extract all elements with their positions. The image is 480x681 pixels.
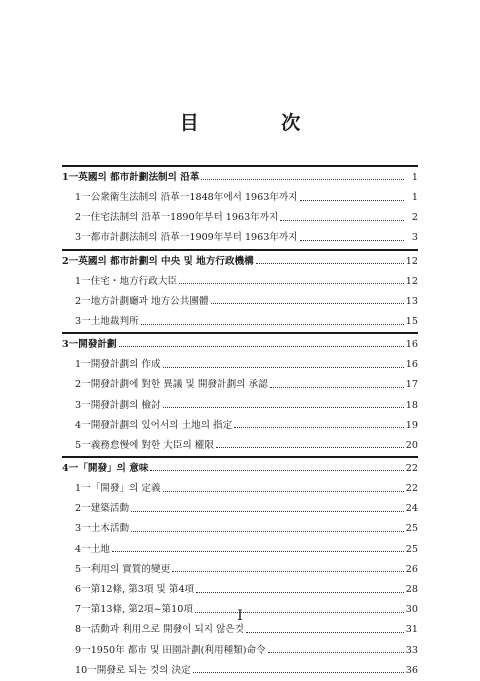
dot-leader: [141, 324, 404, 325]
toc-section-label: 1一英國의 都市計劃法制의 沿革: [62, 172, 200, 183]
dot-leader: [131, 511, 404, 512]
dot-leader: [280, 220, 404, 221]
toc-page-number: 30: [405, 604, 418, 616]
dot-leader: [193, 672, 404, 673]
toc-page-number: 22: [405, 463, 418, 475]
toc-page-number: 13: [405, 295, 418, 307]
dot-leader: [163, 491, 404, 492]
toc-entry-label: 5一義務怠慢에 對한 大臣의 權限: [75, 439, 214, 451]
dot-leader: [201, 179, 404, 180]
dot-leader: [172, 571, 404, 572]
dot-leader: [179, 283, 404, 284]
toc-entry-label: 4一開發計劃의 있어서의 土地의 指定: [75, 419, 233, 431]
dot-leader: [196, 592, 404, 593]
toc-entry-label: 4一土地: [75, 543, 110, 555]
toc-entry[interactable]: [62, 188, 418, 208]
toc-page-number: 19: [405, 419, 418, 431]
dot-leader: [268, 652, 404, 653]
toc-page-number: 26: [405, 563, 418, 575]
toc-entry-label: 5一利用의 實質的變更: [75, 563, 171, 575]
toc-entry-label: 3一都市計劃法制의 沿革一1909年부터 1963年까지: [75, 232, 298, 244]
dot-leader: [163, 367, 404, 368]
toc-section-label: 4一「開發」의 意味: [62, 463, 149, 475]
toc-entry[interactable]: [62, 355, 418, 375]
toc-entry[interactable]: [62, 560, 418, 580]
toc-page-number: 1: [411, 172, 418, 183]
toc-entry-label: 2一開發計劃에 對한 異議 및 開發計劃의 承認: [75, 379, 268, 391]
toc-entry-label: 7一第13條, 第2項~第10項: [75, 604, 193, 616]
toc-entry-label: 8一活動과 利用으로 開發이 되지 않은것: [75, 624, 244, 636]
toc-entry-label: 6一第12條, 第3項 및 第4項: [75, 584, 195, 595]
dot-leader: [300, 240, 405, 241]
toc-page-number: 2: [411, 212, 418, 224]
toc-section-3[interactable]: [62, 334, 418, 355]
toc-section-2[interactable]: [62, 251, 418, 272]
dot-leader: [246, 632, 404, 633]
toc-page-number: 31: [405, 624, 418, 636]
page-title: 目 次: [179, 112, 339, 134]
toc-page-number: 33: [405, 644, 418, 656]
toc-page-number: 25: [405, 543, 418, 555]
toc-entry[interactable]: [62, 499, 418, 519]
toc-entry-label: 10一開發로 되는 것의 決定: [75, 664, 191, 676]
toc-entry[interactable]: [62, 292, 418, 312]
toc-entry-label: 9一1950年 都市 및 田園計劃(利用種類)命令: [75, 644, 266, 656]
toc-entry[interactable]: [62, 272, 418, 292]
toc-entry[interactable]: [62, 661, 418, 681]
toc-page-number: 25: [405, 523, 418, 535]
dot-leader: [300, 200, 405, 201]
toc-entry[interactable]: [62, 580, 418, 600]
toc-page-number: 20: [405, 439, 418, 451]
dot-leader: [119, 346, 404, 347]
dot-leader: [112, 551, 404, 552]
toc-entry[interactable]: [62, 479, 418, 499]
toc-page-number: 36: [405, 664, 418, 676]
toc-entry[interactable]: [62, 396, 418, 416]
toc-entry-label: 2一建築活動: [75, 503, 130, 515]
toc-entry[interactable]: [62, 641, 418, 661]
toc-entry[interactable]: [62, 416, 418, 436]
dot-leader: [216, 447, 404, 448]
toc-section-label: 3一開發計劃: [62, 339, 117, 351]
toc-entry[interactable]: [62, 228, 418, 248]
toc-entry-label: 3一土木活動: [75, 523, 130, 535]
toc-entry-label: 2一地方計劃廳과 地方公共團體: [75, 295, 209, 307]
toc-entry-label: 3一土地裁判所: [75, 315, 139, 327]
toc-page-number: 22: [405, 483, 418, 495]
toc-page-number: 3: [411, 232, 418, 244]
toc-page-number: 1: [411, 192, 418, 203]
toc-section-4[interactable]: [62, 458, 418, 479]
toc-page-number: 18: [405, 399, 418, 411]
toc-entry[interactable]: [62, 540, 418, 560]
toc-entry-label: 1一住宅・地方行政大臣: [75, 275, 178, 287]
toc-page-number: 15: [405, 315, 418, 327]
dot-leader: [150, 470, 403, 471]
table-of-contents: [62, 165, 418, 681]
toc-entry-label: 3一開發計劃의 檢討: [75, 399, 161, 411]
toc-page-number: 16: [405, 339, 418, 351]
toc-page-number: 12: [405, 275, 418, 287]
dot-leader: [270, 387, 404, 388]
dot-leader: [211, 303, 404, 304]
dot-leader: [163, 407, 404, 408]
toc-page-number: 12: [405, 255, 418, 267]
dot-leader: [131, 531, 404, 532]
toc-page-number: 28: [405, 584, 418, 595]
toc-page-number: 17: [405, 379, 418, 391]
page-folio: I: [237, 608, 243, 624]
toc-page-number: 16: [405, 359, 418, 371]
toc-entry-label: 2一住宅法制의 沿革一1890年부터 1963年까지: [75, 212, 279, 224]
toc-section-label: 2一英國의 都市計劃의 中央 및 地方行政機構: [62, 255, 254, 267]
toc-entry-label: 1一「開發」의 定義: [75, 483, 161, 495]
toc-entry-label: 1一公衆衛生法制의 沿革一1848年에서 1963年까지: [75, 192, 298, 203]
dot-leader: [256, 263, 404, 264]
dot-leader: [234, 427, 404, 428]
toc-entry[interactable]: [62, 436, 418, 456]
toc-entry[interactable]: [62, 312, 418, 332]
toc-entry[interactable]: [62, 208, 418, 228]
toc-entry[interactable]: [62, 375, 418, 395]
toc-entry[interactable]: [62, 519, 418, 539]
toc-page-number: 24: [405, 503, 418, 515]
toc-section-1[interactable]: [62, 167, 418, 188]
toc-entry-label: 1一開發計劃의 作成: [75, 359, 161, 371]
